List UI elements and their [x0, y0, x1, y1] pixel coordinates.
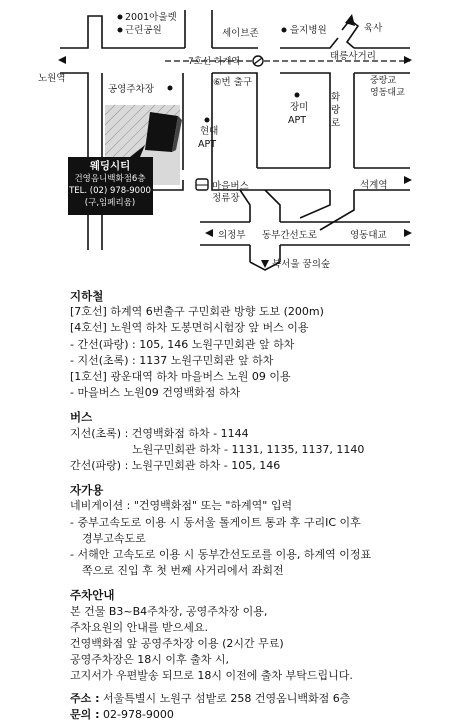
parking-line-4: 공영주차장은 18시 이후 출차 시, — [70, 653, 229, 667]
map-label-yuksa: 육사 — [364, 23, 383, 34]
map-label-hwarang-1: 화 — [331, 92, 341, 103]
map-label-park: 근린공원 — [125, 25, 162, 36]
map-label-bus: 마을버스 — [212, 181, 249, 192]
parking-line-2: 주차요원의 안내를 받으세요. — [70, 620, 209, 634]
map-label-hyundai: 현대 — [200, 126, 219, 137]
car-line-4: - 서해안 고속도로 이용 시 동부간선도로를 이용, 하계역 이정표 — [70, 548, 372, 562]
map-label-taereung: 태릉사거리 — [330, 51, 376, 62]
map-label-exit6: ⑥번 출구 — [213, 77, 253, 88]
subway-title: 지하철 — [70, 289, 104, 303]
bus-line-3: 간선(파랑) : 노원구민회관 하차 - 105, 146 — [70, 459, 281, 473]
outlet-dot-icon — [118, 15, 123, 20]
map-label-bus-stop: 정류장 — [212, 193, 240, 204]
bus-line-2: 노원구민회관 하차 - 1131, 1135, 1137, 1140 — [132, 442, 365, 456]
car-title: 자가용 — [70, 483, 104, 498]
venue-tel: TEL. (02) 978-9000 — [69, 186, 151, 196]
bus-line-1: 지선(초록) : 건영백화점 하차 - 1144 — [70, 426, 249, 440]
map-label-hyundai-apt: APT — [198, 139, 217, 150]
map-label-seokgye: 석계역 — [360, 180, 388, 191]
map-label-hospital: 을지병원 — [290, 25, 327, 36]
venue-floor: 건영옴니백화점6층 — [74, 174, 146, 184]
map-label-bukseoul: 북서울 꿈의숲 — [272, 259, 331, 270]
parking-line-1: 본 건물 B3~B4주차장, 공영주차장 이용, — [70, 604, 268, 618]
parking-title: 주차안내 — [70, 588, 115, 603]
bus-title: 버스 — [70, 410, 93, 425]
map-label-hwarang-3: 로 — [331, 118, 341, 129]
venue-name: 웨딩시티 — [89, 160, 131, 172]
arrow-nowon-icon — [58, 56, 66, 64]
phone-value: 02-978-9000 — [102, 707, 174, 721]
map-label-hwarang-2: 랑 — [331, 105, 341, 116]
car-line-2: - 중부고속도로 이용 시 동서울 톨게이트 통과 후 구리IC 이후 — [70, 515, 361, 529]
location-map — [0, 0, 454, 275]
address-value: 서울특별시 노원구 섬밭로 258 건영옴니백화점 6층 — [102, 691, 351, 705]
map-label-outlet: 2001아울렛 — [125, 12, 177, 23]
parking-line-3: 건영백화점 앞 공영주차장 이용 (2시간 무료) — [70, 637, 284, 651]
map-label-uijeongbu: 의정부 — [218, 230, 246, 241]
subway-line-3: - 간선(파랑) : 105, 146 노원구민회관 앞 하차 — [70, 337, 295, 351]
map-label-dongbu: 동부간선도로 — [262, 230, 318, 241]
car-line-3: 경부고속도로 — [82, 531, 146, 545]
car-line-5: 쪽으로 진입 후 첫 번째 사거리에서 좌회전 — [82, 564, 284, 578]
car-line-1: 네비게이션 : "건영백화점" 또는 "하계역" 입력 — [70, 499, 293, 513]
address-label: 주소 : — [70, 691, 100, 705]
venue-old-name: (구,임페리움) — [84, 198, 136, 208]
map-label-yeongdong: 영동대교 — [350, 230, 387, 241]
subway-line-6: - 마을버스 노원09 건영백화점 하차 — [70, 386, 241, 400]
map-label-savezone: 세이브존 — [222, 28, 259, 39]
map-label-nowon: 노원역 — [38, 73, 66, 84]
subway-line-2: [4호선] 노원역 하차 도봉면허시험장 앞 버스 이용 — [70, 321, 309, 335]
map-label-jangmi: 장미 — [290, 102, 309, 113]
phone-label: 문의 : — [70, 707, 100, 721]
subway-line-5: [1호선] 광운대역 하차 마을버스 노원 09 이용 — [70, 370, 291, 384]
parking-line-5: 고지서가 우편발송 되므로 18시 이전에 출차 부탁드립니다. — [70, 669, 353, 683]
map-label-hagye: 7호선 하계역 — [188, 57, 241, 67]
contact-block — [70, 691, 445, 723]
map-label-jangmi-apt: APT — [288, 115, 307, 126]
directions-document — [70, 280, 445, 723]
subway-line-4: - 지선(초록) : 1137 노원구민회관 앞 하차 — [70, 353, 274, 367]
map-label-parking: 공영주차장 — [108, 84, 154, 95]
subway-line-1: [7호선] 하계역 6번출구 구민회관 방향 도보 (200m) — [70, 305, 324, 319]
map-label-yeongdong-top: 영동대교 — [370, 88, 405, 98]
map-label-junglyang: 중랑교 — [370, 76, 397, 86]
